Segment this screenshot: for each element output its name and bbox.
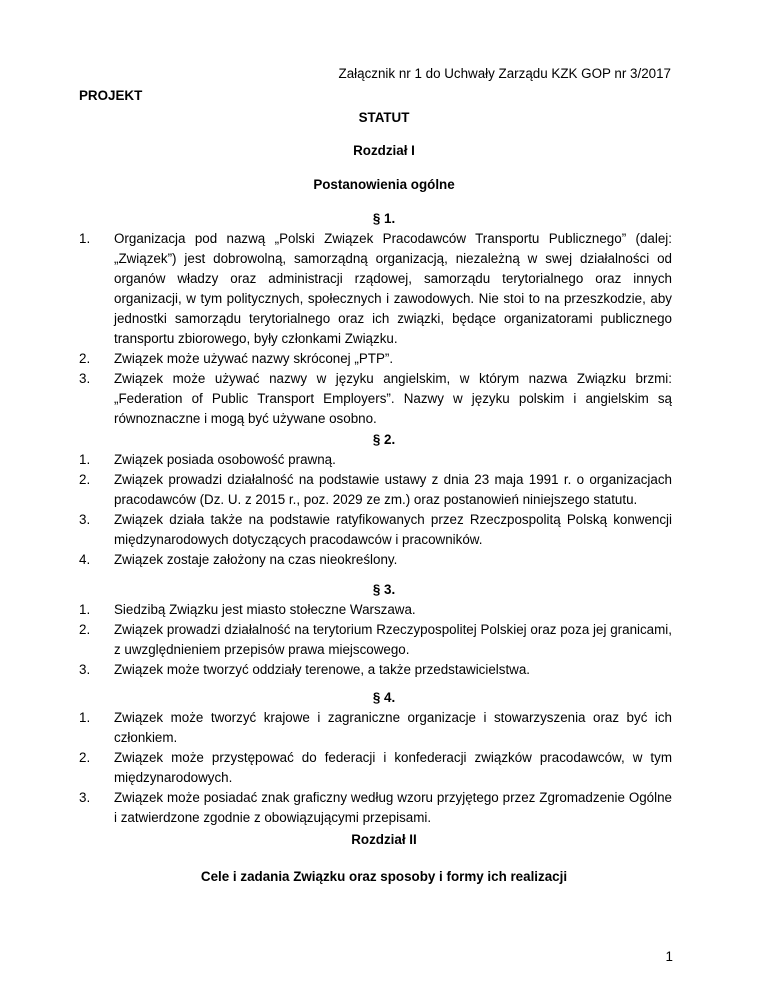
list-item-text: Organizacja pod nazwą „Polski Związek Pracodawców Transportu Publicznego” (dalej: „Związek”) jest dobrowolną, samorządną organizacją, niezależną w swej działalności od organów władzy oraz administracji rządowej, samorządu terytorialnego oraz innych organizacji, w tym politycznych, społecznych i zawodowych. Nie stoi to na przeszkodzie, aby jednostki samorządu terytorialnego oraz ich związki, będące organizatorami publicznego transportu zbiorowego, były członkami Związku. [114,231,672,346]
section-4-body [79,708,672,828]
section-2-body [79,450,672,570]
section-3-heading: § 3. [372,582,396,597]
section-4-heading: § 4. [372,690,396,705]
list-item-text: Związek może tworzyć krajowe i zagraniczne organizacje i stowarzyszenia oraz być ich członkiem. [114,710,672,745]
list-item: 3. Związek może używać nazwy w języku angielskim, w którym nazwa Związku brzmi: „Federation of Public Transport Employers”. Nazwy w języku polskim i angielskim są równoznaczne i mogą być używane osobno. [79,371,672,426]
list-item-text: Związek prowadzi działalność na podstawie ustawy z dnia 23 maja 1991 r. o organizacjach pracodawców (Dz. U. z 2015 r., poz. 2029 ze zm.) oraz postanowień niniejszego statutu. [114,472,672,507]
section-1-body [79,229,672,429]
document-title: STATUT [358,110,410,125]
list-item: 1. Związek posiada osobowość prawną. [79,452,336,467]
chapter-1-heading: Rozdział I [353,143,415,158]
page-number: 1 [665,949,673,964]
chapter-2-heading: Rozdział II [351,832,417,847]
list-item-text: Związek może używać nazwy w języku angielskim, w którym nazwa Związku brzmi: „Federation of Public Transport Employers”. Nazwy w języku polskim i angielskim są równoznaczne i mogą być używane osobno. [114,371,672,426]
list-item: 3. Związek może posiadać znak graficzny według wzoru przyjętego przez Zgromadzenie Ogólne i zatwierdzone zgodnie z obowiązującymi przepisami. [79,790,672,825]
list-item: 3. Związek działa także na podstawie ratyfikowanych przez Rzeczpospolitą Polską konwencji międzynarodowych dotyczących pracodawców i pracowników. [79,512,672,547]
list-item-text: Związek posiada osobowość prawną. [114,452,336,467]
draft-label: PROJEKT [79,88,143,103]
list-item-text: Związek zostaje założony na czas nieokreślony. [114,552,398,567]
list-item: 2. Związek może przystępować do federacji i konfederacji związków pracodawców, w tym międzynarodowych. [79,750,672,785]
list-item-text: Związek może posiadać znak graficzny według wzoru przyjętego przez Zgromadzenie Ogólne i zatwierdzone zgodnie z obowiązującymi przepisami. [114,790,672,825]
chapter-1-subheading: Postanowienia ogólne [313,177,455,192]
annex-reference: Załącznik nr 1 do Uchwały Zarządu KZK GOP nr 3/2017 [338,66,671,81]
list-item-text: Związek prowadzi działalność na terytorium Rzeczypospolitej Polskiej oraz poza jej granicami, z uwzględnieniem przepisów prawa miejscowego. [114,622,672,657]
list-item: 2. Związek może używać nazwy skróconej „PTP”. [79,351,394,366]
list-item: 3. Związek może tworzyć oddziały terenowe, a także przedstawicielstwa. [79,662,531,677]
chapter-2-subheading: Cele i zadania Związku oraz sposoby i formy ich realizacji [200,869,568,884]
list-item-text: Związek może używać nazwy skróconej „PTP”. [114,351,394,366]
list-item-text: Związek może przystępować do federacji i konfederacji związków pracodawców, w tym międzynarodowych. [114,750,672,785]
section-2-heading: § 2. [372,432,396,447]
list-item: 1. Związek może tworzyć krajowe i zagraniczne organizacje i stowarzyszenia oraz być ich członkiem. [79,710,672,745]
list-item-text: Związek może tworzyć oddziały terenowe, a także przedstawicielstwa. [114,662,531,677]
section-3-body [79,600,672,680]
list-item-text: Związek działa także na podstawie ratyfikowanych przez Rzeczpospolitą Polską konwencji międzynarodowych dotyczących pracodawców i pracowników. [114,512,672,547]
list-item: 2. Związek prowadzi działalność na terytorium Rzeczypospolitej Polskiej oraz poza jej granicami, z uwzględnieniem przepisów prawa miejscowego. [79,622,672,657]
list-item: 1. Siedzibą Związku jest miasto stołeczne Warszawa. [79,602,416,617]
section-1-heading: § 1. [372,211,396,226]
list-item: 4. Związek zostaje założony na czas nieokreślony. [79,552,398,567]
list-item-text: Siedzibą Związku jest miasto stołeczne Warszawa. [114,602,416,617]
list-item: 1. Organizacja pod nazwą „Polski Związek Pracodawców Transportu Publicznego” (dalej: „Związek”) jest dobrowolną, samorządną organizacją, niezależną w swej działalności od organów władzy oraz administracji rządowej, samorządu terytorialnego oraz innych organizacji, w tym politycznych, społecznych i zawodowych. Nie stoi to na przeszkodzie, aby jednostki samorządu terytorialnego oraz ich związki, będące organizatorami publicznego transportu zbiorowego, były członkami Związku. [79,231,672,346]
list-item: 2. Związek prowadzi działalność na podstawie ustawy z dnia 23 maja 1991 r. o organizacjach pracodawców (Dz. U. z 2015 r., poz. 2029 ze zm.) oraz postanowień niniejszego statutu. [79,472,672,507]
